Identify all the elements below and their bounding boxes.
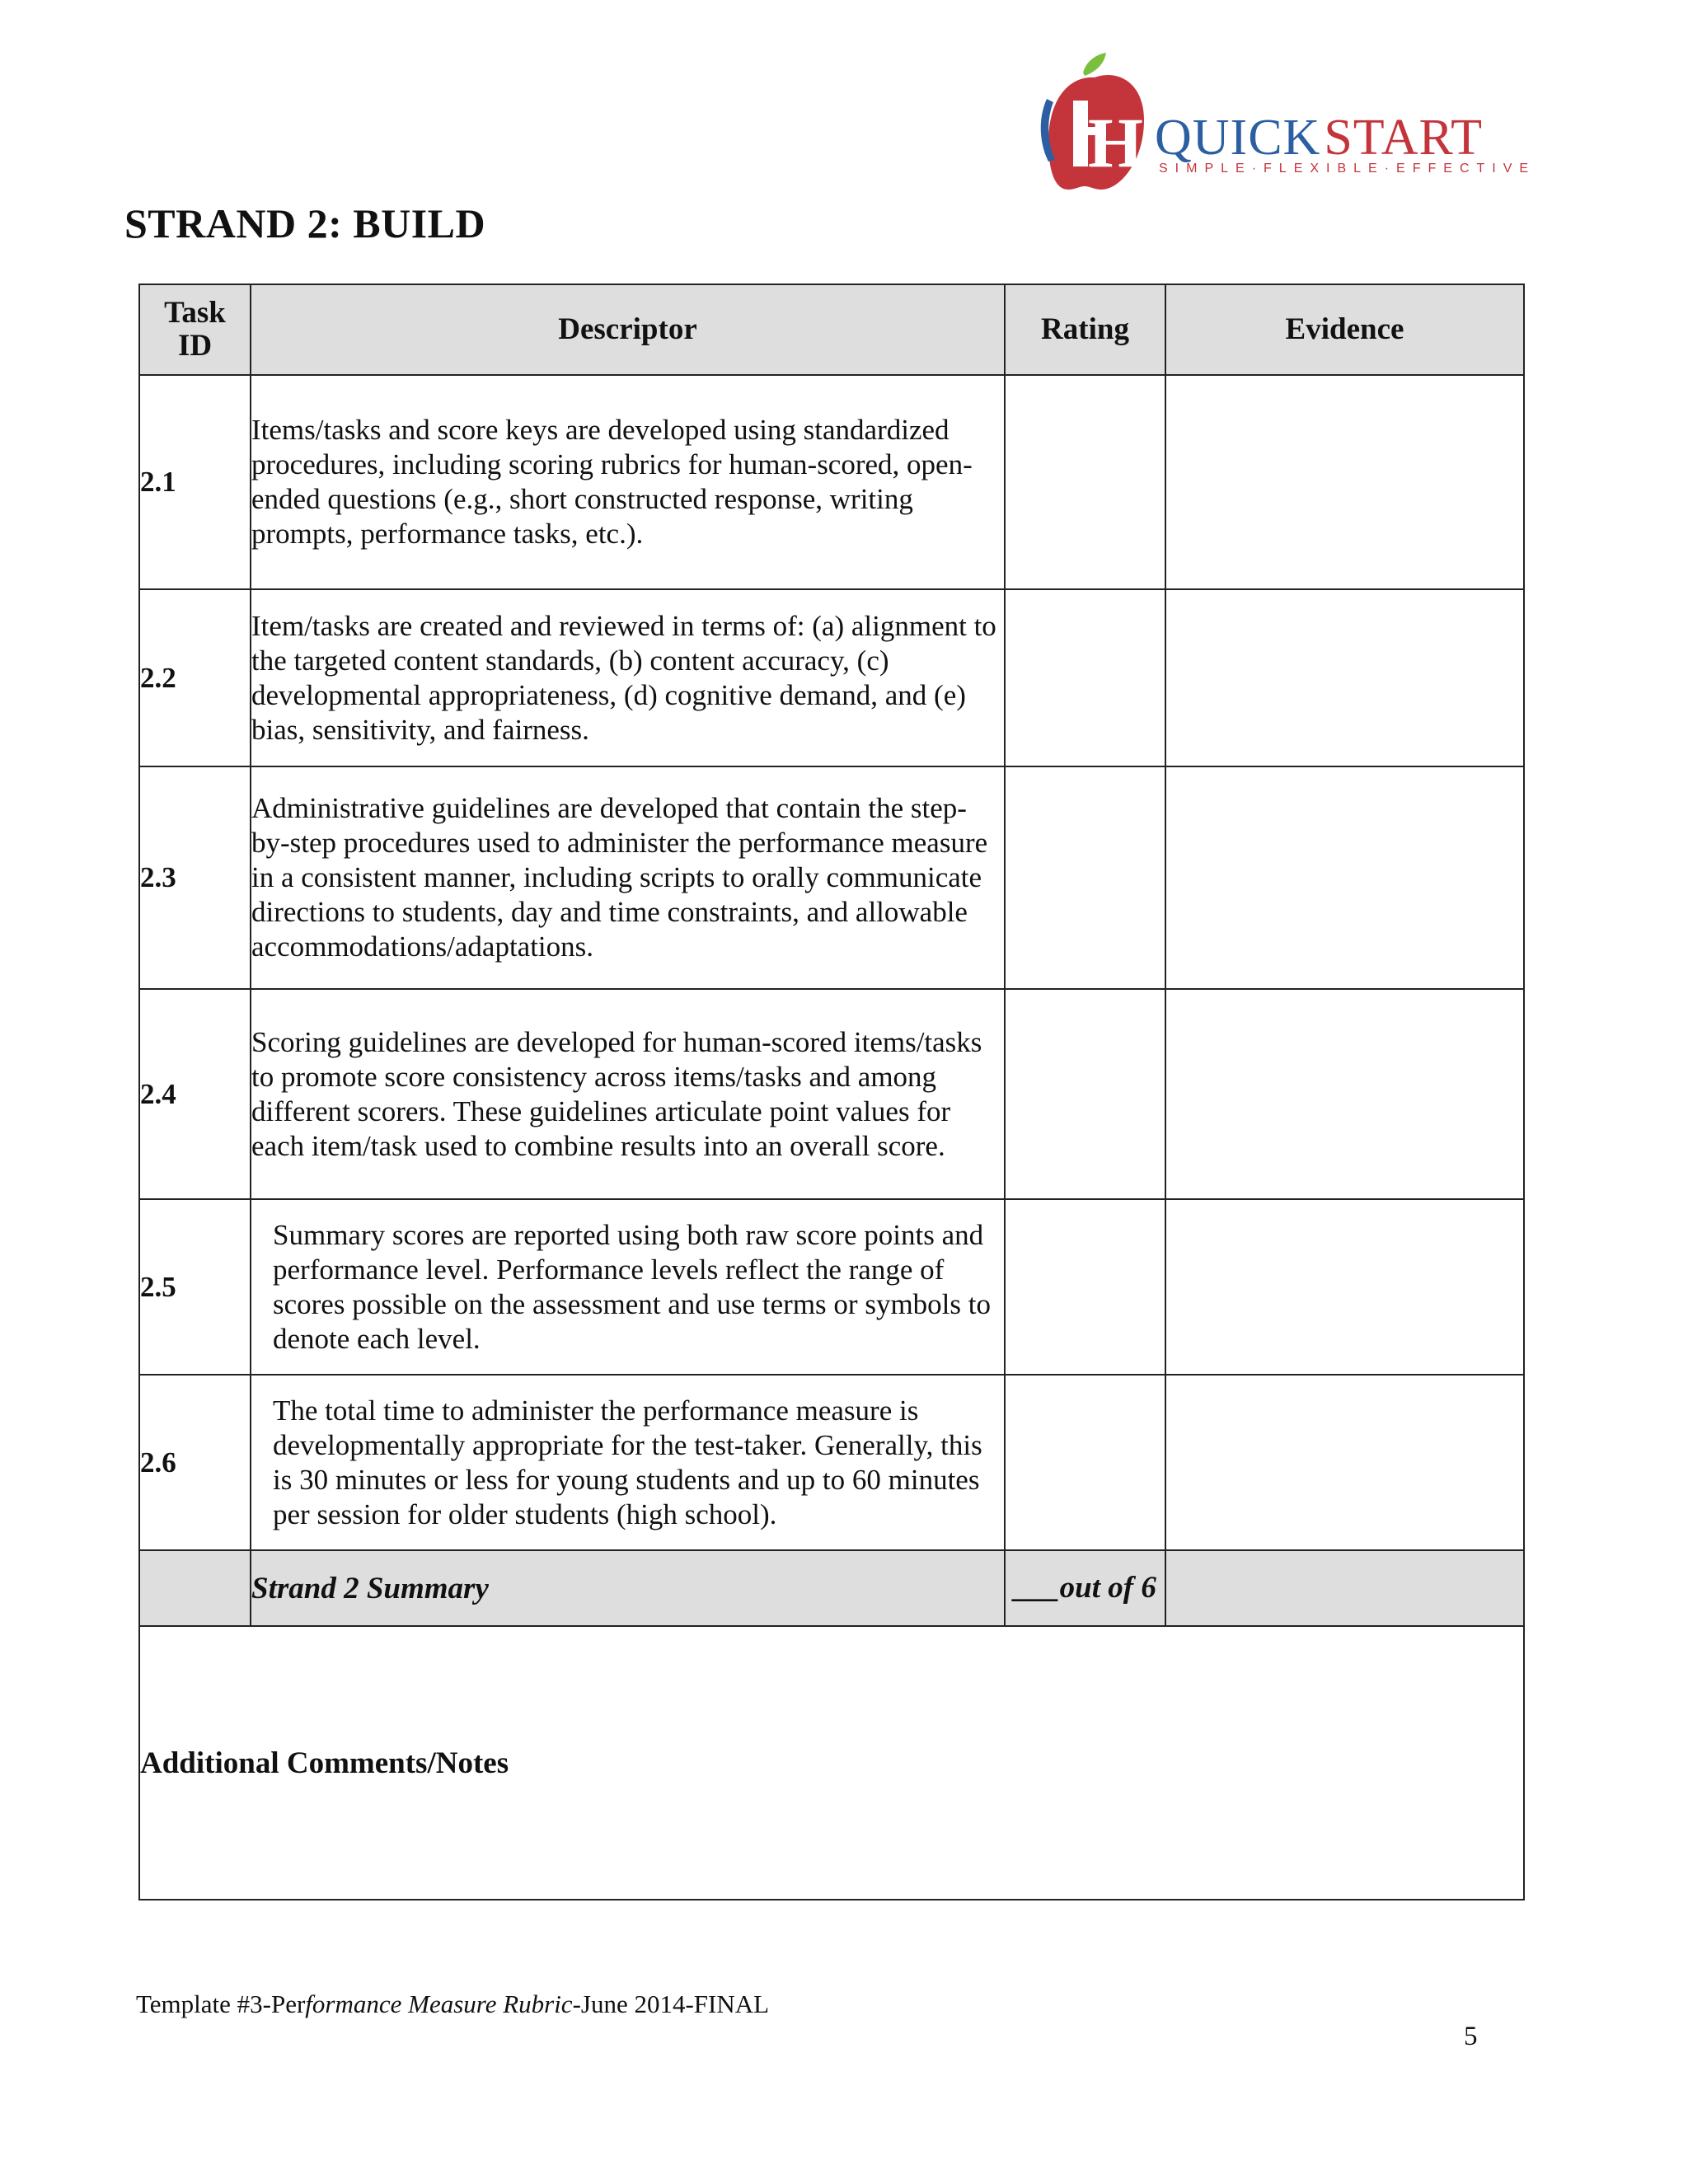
- rating-cell[interactable]: [1005, 589, 1165, 766]
- header-descriptor: Descriptor: [251, 284, 1005, 375]
- rating-cell[interactable]: [1005, 989, 1165, 1199]
- notes-cell[interactable]: [139, 1626, 1524, 1900]
- footer-text: [136, 1990, 769, 2019]
- table-header-row: [139, 284, 1524, 375]
- logo-word-quick: QUICK: [1155, 110, 1321, 166]
- table-row: [139, 989, 1524, 1199]
- quick-start-logo: [1035, 51, 1536, 199]
- rating-cell[interactable]: [1005, 1375, 1165, 1550]
- header-evidence: Evidence: [1165, 284, 1524, 375]
- hr-apple-icon: [1035, 51, 1194, 199]
- footer-italic: formance Measure Rubric: [305, 1990, 573, 2018]
- descriptor-cell: Administrative guidelines are developed that contain the step-by-step procedures used to administer the performance measure in a consistent manner, including scripts to orally communicate directions to students, day and time constraints, and allowable accommodations/adaptations.: [251, 766, 1005, 989]
- evidence-cell[interactable]: [1165, 1199, 1524, 1375]
- task-id-cell: 2.4: [139, 989, 251, 1199]
- evidence-cell[interactable]: [1165, 375, 1524, 589]
- evidence-cell[interactable]: [1165, 989, 1524, 1199]
- page-title: STRAND 2: BUILD: [124, 200, 486, 246]
- footer-prefix: Template #3-Per: [136, 1990, 306, 2018]
- descriptor-cell: Items/tasks and score keys are developed using standardized procedures, including scoring rubrics for human-scored, open-ended questions (e.g., short constructed response, writing prompts, performance tasks, etc.).: [251, 375, 1005, 589]
- summary-label: Strand 2 Summary: [251, 1550, 1005, 1626]
- descriptor-cell: The total time to administer the performance measure is developmentally appropriate for the test-taker. Generally, this is 30 minutes or less for young students and up to 60 minutes per session for older students (high school).: [251, 1375, 1005, 1550]
- descriptor-cell: Scoring guidelines are developed for human-scored items/tasks to promote score consistency across items/tasks and among different scorers. These guidelines articulate point values for each item/task used to combine results into an overall score.: [251, 989, 1005, 1199]
- page-number: 5: [1464, 2022, 1478, 2051]
- evidence-cell[interactable]: [1165, 589, 1524, 766]
- descriptor-cell: Item/tasks are created and reviewed in terms of: (a) alignment to the targeted content standards, (b) content accuracy, (c) developmental appropriateness, (d) cognitive demand, and (e) bias, sensitivity, and fairness.: [251, 589, 1005, 766]
- notes-row: [139, 1626, 1524, 1900]
- notes-label: Additional Comments/Notes: [140, 1746, 509, 1780]
- summary-rating[interactable]: ___out of 6: [1005, 1550, 1165, 1626]
- logo-tagline: SIMPLE·FLEXIBLE·EFFECTIVE: [1159, 162, 1536, 176]
- table-row: [139, 1375, 1524, 1550]
- task-id-cell: 2.6: [139, 1375, 251, 1550]
- summary-id-cell: [139, 1550, 251, 1626]
- task-id-cell: 2.1: [139, 375, 251, 589]
- task-id-cell: 2.3: [139, 766, 251, 989]
- rating-cell[interactable]: [1005, 1199, 1165, 1375]
- header-task-id: Task ID: [139, 284, 251, 375]
- table-row: [139, 766, 1524, 989]
- rating-cell[interactable]: [1005, 766, 1165, 989]
- logo-word-start: START: [1324, 110, 1483, 166]
- evidence-cell[interactable]: [1165, 766, 1524, 989]
- footer-suffix: -June 2014-FINAL: [572, 1990, 770, 2018]
- task-id-cell: 2.5: [139, 1199, 251, 1375]
- rubric-table: [138, 284, 1525, 1900]
- logo-emblem-letters: HR: [1088, 103, 1194, 182]
- table-row: [139, 1199, 1524, 1375]
- descriptor-cell: Summary scores are reported using both raw score points and performance level. Performance levels reflect the range of scores possible on the assessment and use terms or symbols to denote each level.: [251, 1199, 1005, 1375]
- summary-evidence-cell[interactable]: [1165, 1550, 1524, 1626]
- task-id-cell: 2.2: [139, 589, 251, 766]
- table-row: [139, 375, 1524, 589]
- evidence-cell[interactable]: [1165, 1375, 1524, 1550]
- table-row: [139, 589, 1524, 766]
- summary-row: [139, 1550, 1524, 1626]
- header-rating: Rating: [1005, 284, 1165, 375]
- logo-wordmark: [1155, 109, 1483, 167]
- rating-cell[interactable]: [1005, 375, 1165, 589]
